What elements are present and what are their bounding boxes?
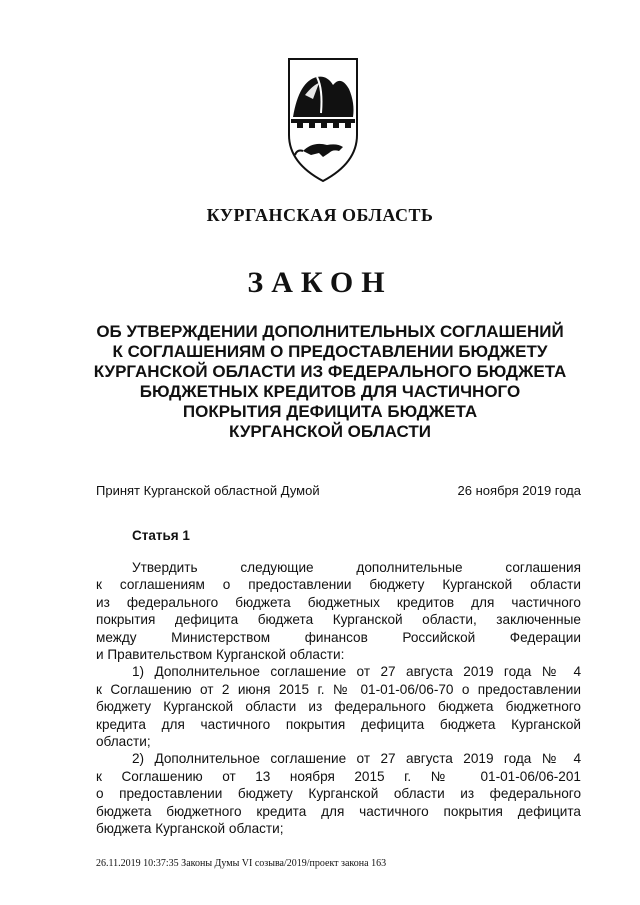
title-line: КУРГАНСКОЙ ОБЛАСТИ ИЗ ФЕДЕРАЛЬНОГО БЮДЖЕТА	[93, 362, 567, 381]
title-line: ПОКРЫТИЯ ДЕФИЦИТА БЮДЖЕТА	[182, 402, 478, 421]
body-line: из федерального бюджета бюджетных кредитов для частичного	[96, 594, 581, 610]
body-line: о предоставлении бюджету Курганской области из федерального	[96, 786, 581, 802]
body-line: к Соглашению от 13 ноября 2015 г. № 01-01-06/06-201	[96, 768, 581, 784]
footer-stamp: 26.11.2019 10:37:35 Законы Думы VI созыва/2019/проект закона 163	[96, 858, 387, 869]
document-type: ЗАКОН	[247, 266, 393, 299]
body-line: кредита для частичного покрытия дефицита бюджета Курганской	[96, 716, 581, 732]
kurgan-coat-of-arms-icon	[283, 55, 363, 185]
body-line: 1) Дополнительное соглашение от 27 августа 2019 года № 4	[132, 664, 581, 680]
body-line: к Соглашению от 2 июня 2015 г. № 01-01-06/06-70 о предоставлении	[96, 681, 581, 697]
law-title	[90, 322, 570, 442]
body-line: области;	[96, 734, 151, 750]
body-line: Утвердить следующие дополнительные соглашения	[132, 560, 581, 575]
adopted-by: Принят Курганской областной Думой	[96, 483, 320, 498]
body-line: 2) Дополнительное соглашение от 27 августа 2019 года № 4	[132, 751, 581, 767]
body-line: покрытия дефицита бюджета Курганской области, заключенные	[96, 612, 581, 628]
title-line: БЮДЖЕТНЫХ КРЕДИТОВ ДЛЯ ЧАСТИЧНОГО	[139, 382, 521, 401]
body-line: бюджета бюджетного кредита для частичного покрытия дефицита	[96, 803, 581, 819]
body-line: между Министерством финансов Российской Федерации	[96, 629, 581, 645]
adoption-date: 26 ноября 2019 года	[457, 483, 581, 498]
body-line: и Правительством Курганской области:	[96, 647, 345, 663]
article-heading: Статья 1	[132, 528, 190, 543]
title-line: К СОГЛАШЕНИЯМ О ПРЕДОСТАВЛЕНИИ БЮДЖЕТУ	[112, 342, 548, 361]
body-line: бюджету Курганской области из федерального бюджета бюджетного	[96, 699, 581, 715]
article-body	[96, 559, 581, 838]
title-line: ОБ УТВЕРЖДЕНИИ ДОПОЛНИТЕЛЬНЫХ СОГЛАШЕНИЙ	[96, 322, 564, 341]
body-line: к соглашениям о предоставлении бюджету Курганской области	[96, 577, 581, 593]
region-name: КУРГАНСКАЯ ОБЛАСТЬ	[206, 205, 434, 225]
title-line: КУРГАНСКОЙ ОБЛАСТИ	[229, 422, 431, 441]
adoption-info	[96, 483, 581, 498]
body-line: бюджета Курганской области;	[96, 821, 284, 837]
